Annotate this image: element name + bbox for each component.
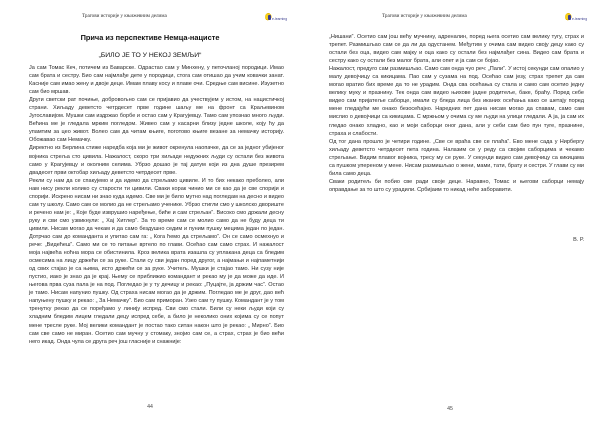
story-title: Прича из перспективе Немца-нацисте <box>80 33 220 42</box>
paragraph: Рекли су нам да се спакујемо и да идемо да стрељамо цивиле. И то бих некако преболео, али нам нису рекли колико су старости ти цивили. Сваки корак чинио ми се као да је све спорији и спорији. Искрено нисам ни знао куда идемо. Све ми је било мутно над погледам на десно и видео сам ту школу. Само сам се молио да не стрељамо ученике. Убрзо стигли смо у школско двориште и речено нам је: „ Које буде изврушио наређење, биће и сам стрељан“. Високо смо држали десну руку и сви смо узвикнули: „ Хај Хитлер“. За то време сам се молио само да не буду деца ти цивили. Нисам могао да чекам и да само бездушно седим и пуним пушку мецима један по један. Дотрчао сам до команданта и упитао сам га: „ Кога ћемо да стрељамо“. Он се само осмехнуо и рече: „Видећеш“. Само ми се то питање вртело по глави. Осећао сам само страх. И нажалост моја највећа ноћна мора се обистинила. Кроз велика врата изашла су уплакана деца са бледим осмесима на лицу држећи се за руке. Стали су сви један поред другог, а најмањи и најпаметнији од свих стајао је са њима, исто држећи се за руке. Учитељ. Мушки је стајао тамо. Ни сузу није пустио, иако је знао да је крај. Њему се приближио командант и рекао му је да може да иде. И његова прва суза пала је на под. Погледао је у ту дечицу и рекао: „Пуцајте, ја држим час“. Остао је тамо. Нисам напунио пушку. Од страха нисам могао да је држим. Погледао ме је друг, дао већ напуњену пушку и рекао: „ За Немачку“. Био сам приморан. Узео сам ту пушку. Командант је у том тренутку рекао да се поређамо у линију испред. Сви смо стали. Били су неки људи који су хладним бледим лицем гледали децу испред себе, а било је неколико оних којима су се попут мене тресле руке. Мој велики командант је постао тако ситан након што је рекао: „ Мирно“. Био сам све само не миран. Осетио сам мучну у стомаку, знојио сам се, а страх, страх је био већи него икад. Онда чула се друга реч још гласније и снажније: <box>29 177 284 345</box>
logo-text: e-learning <box>572 17 588 21</box>
logo-dot-icon <box>268 15 271 20</box>
page-45 <box>300 0 600 424</box>
running-title: Трагови историје у књижевним делима <box>382 13 467 19</box>
page-body <box>29 64 284 346</box>
paragraph: Ја сам Томас Кеч, потичем из Баварске. Одрастао сам у Минхену, у петочланој породици. Имао сам брата и сестру. Био сам најмлађе дете у породици, стога сам отишао да учим ковачки занат. Касније сам имао жену и двоје деце. Имам плаву косу и плаве очи. Средње сам висине. Изузетно сам био мршав. <box>29 65 284 96</box>
paragraph: Други светски рат почиње, добровољно сам се пријавио да учествујем у истом, на нацистичкој страни. Хиљаду деветсто четрдесет прве године шаљу ме на фронт са Краљевином Југославијом. Мушки сам издржао борбе и остао сам у Крагујевцу. Тамо сам упознао много људи. Већина ме је гледала мрким погледом. Живео сам у касарни близу једне школе, коју ћу да упамтим за цео живот. Волео сам да читам књиге, поготово књиге везане за немачку историју. Обожавао сам Немачку. <box>29 97 284 144</box>
paragraph: Од тог дана прошло је четири године. „Све се враћа све се плаћа“. Ево мене сада у Нирбергу хиљаду деветсто четрдесет пета година. Налазим се у реду са својим саборцима и чекамо стрељање. Видим плавог војника, тресу му се руке. У секунди видео сам девојчицу са кикицама са пушком уперeном у мене. Нисам размишљао о жени, мами, тати, брату и сестри. У глави су ми била само деца. <box>329 138 584 177</box>
paragraph: Нажалост, предуго сам размишљао. Само сам онда чуо реч: „Пали“. У истој секунди сам опалио у малу девојчицу са кикицама. Пао сам у сузама на под. Осећао сам језу, страх трепет да сам могао вратио бих време да то не урадим. Онда сва осећања су стала и само сам осетио једну велику муку и празнину. Тек онда сам видео њихове јадне родитеље, баке, браћу. Поред себе видео сам пријатеље саборце, имали су бледа лица без иканих осећања како се шетају поред мене гледајући ме онако безосећајно. Наредних пет дана нисам могао да спавам, само сам мислио о девојчици са кикицама. С мржњом у очима су ме људи на улици гледали. А ја, ја сам их гледао онако хладно, као и моји саборци оног дана, али у себи сам био пун туге, празнине, страха и слабости. <box>329 66 584 137</box>
running-title: Трагови историје у књижевним делима <box>82 13 167 19</box>
author-signature: В. Р. <box>573 237 584 243</box>
page-number: 44 <box>147 404 153 410</box>
logo-text: e-learning <box>272 17 288 21</box>
elearning-logo-icon <box>265 12 289 24</box>
paragraph: Директно из Берлина стиже наредба која ми је живот окренула наопачке, да се за једног убијеног војника стреља сто цивила. Нажалост, скоро три хиљаде недужних људи су остали без живота само у Крагујевцу и околним селима. Убрзо дошао је тај датум који из дна душе презирем двадесет први октобар хиљаду деветсто четрдесет прве. <box>29 145 284 176</box>
story-subtitle: „БИЛО ЈЕ ТО У НЕКОЈ ЗЕМЉИ“ <box>98 52 202 59</box>
logo-dot-icon <box>568 15 571 20</box>
page-number: 45 <box>447 406 453 412</box>
elearning-logo-icon <box>565 12 589 24</box>
paragraph: „Нишани“. Осетио сам још већу мучнину, адреналин, поред њега осетио сам велику тугу, страх и трепет. Размишљао сам се да ли да одустанем. Међутим у очима сам видео своју децу како су остали без оца, видео сам мајку и оца како су остали без најмлађег сина. Видео сам брата и сестру како су остали без малог брата, али опет и ја сам се бојао. <box>329 34 584 65</box>
page-header <box>300 12 600 24</box>
page-header <box>0 12 300 24</box>
page-body <box>329 33 584 194</box>
paragraph: Сваки родитељ би побио све ради своје деце. Наравно, Томас и његови саборци немају оправдање за то што су урадили. Србијаим то никад неће заборавити. <box>329 178 584 193</box>
